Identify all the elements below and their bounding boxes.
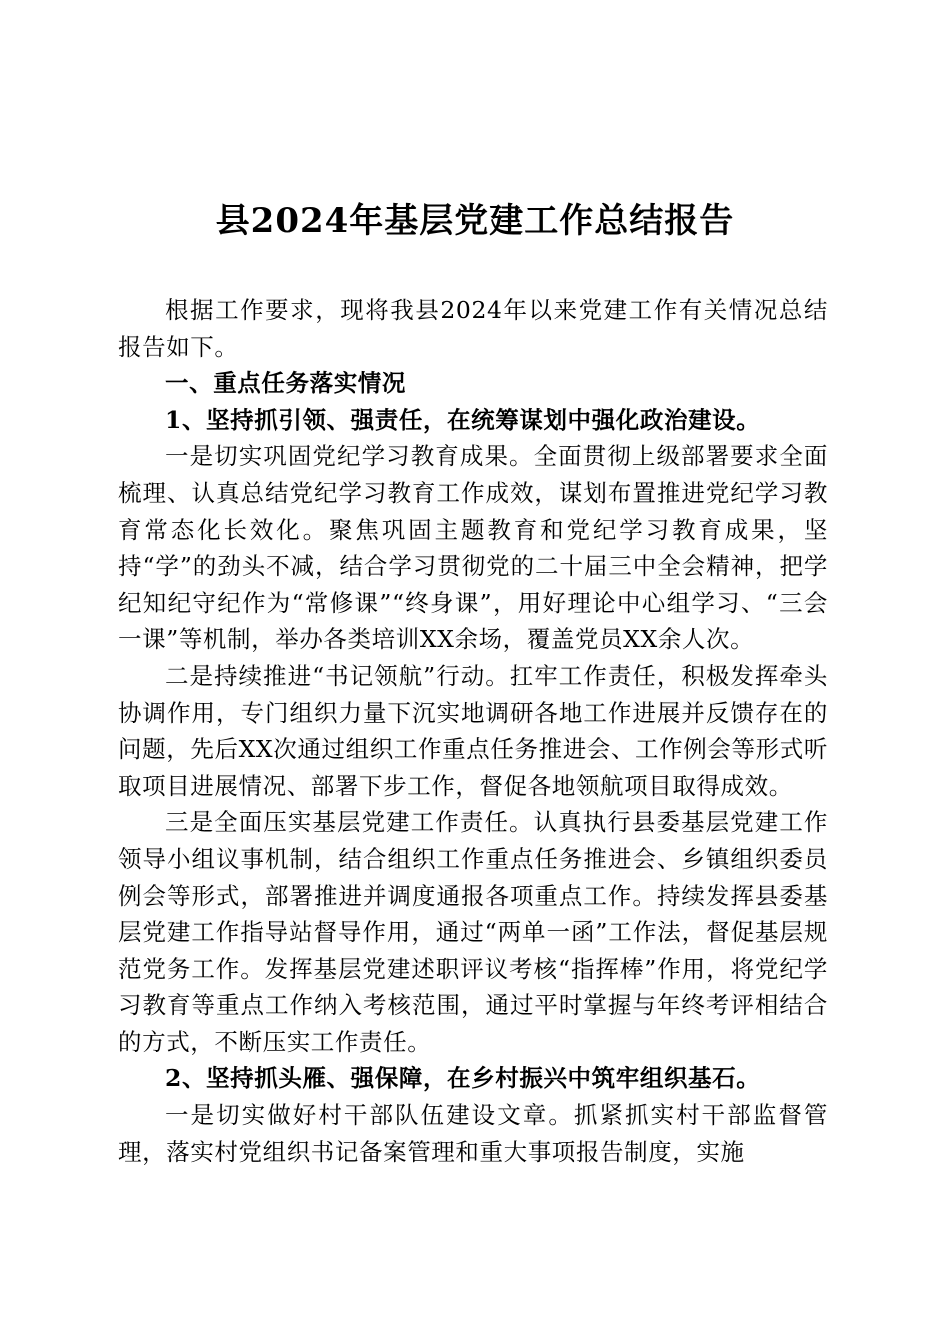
section-heading: 一、重点任务落实情况: [165, 369, 406, 398]
document-title: 县2024年基层党建工作总结报告: [215, 201, 735, 241]
subsection-heading: 1、坚持抓引领、强责任，在统筹谋划中强化政治建设。: [165, 405, 761, 434]
intro-paragraph: 根据工作要求，现将我县2024年以来党建工作有关情况总结报告如下。: [118, 296, 828, 361]
document-body: [118, 292, 828, 1170]
body-paragraph: 二是持续推进“书记领航”行动。扛牢工作责任，积极发挥牵头协调作用，专门组织力量下沉实地调研各地工作进展并反馈存在的问题，先后XX次通过组织工作重点任务推进会、工作例会等形式听取项目进展情况、部署下步工作，督促各地领航项目取得成效。: [118, 661, 828, 800]
subsection-heading: 2、坚持抓头雁、强保障，在乡村振兴中筑牢组织基石。: [165, 1064, 761, 1093]
body-paragraph: 三是全面压实基层党建工作责任。认真执行县委基层党建工作领导小组议事机制，结合组织工作重点任务推进会、乡镇组织委员例会等形式，部署推进并调度通报各项重点工作。持续发挥县委基层党建工作指导站督导作用，通过“两单一函”工作法，督促基层规范党务工作。发挥基层党建述职评议考核“指挥棒”作用，将党纪学习教育等重点工作纳入考核范围，通过平时掌握与年终考评相结合的方式，不断压实工作责任。: [118, 808, 828, 1056]
body-paragraph: 一是切实巩固党纪学习教育成果。全面贯彻上级部署要求全面梳理、认真总结党纪学习教育工作成效，谋划布置推进党纪学习教育常态化长效化。聚焦巩固主题教育和党纪学习教育成果，坚持“学”的劲头不减，结合学习贯彻党的二十届三中全会精神，把学纪知纪守纪作为“常修课”“终身课”，用好理论中心组学习、“三会一课”等机制，举办各类培训XX余场，覆盖党员XX余人次。: [118, 442, 828, 654]
body-paragraph: 一是切实做好村干部队伍建设文章。抓紧抓实村干部监督管理，落实村党组织书记备案管理和重大事项报告制度，实施: [118, 1101, 828, 1166]
